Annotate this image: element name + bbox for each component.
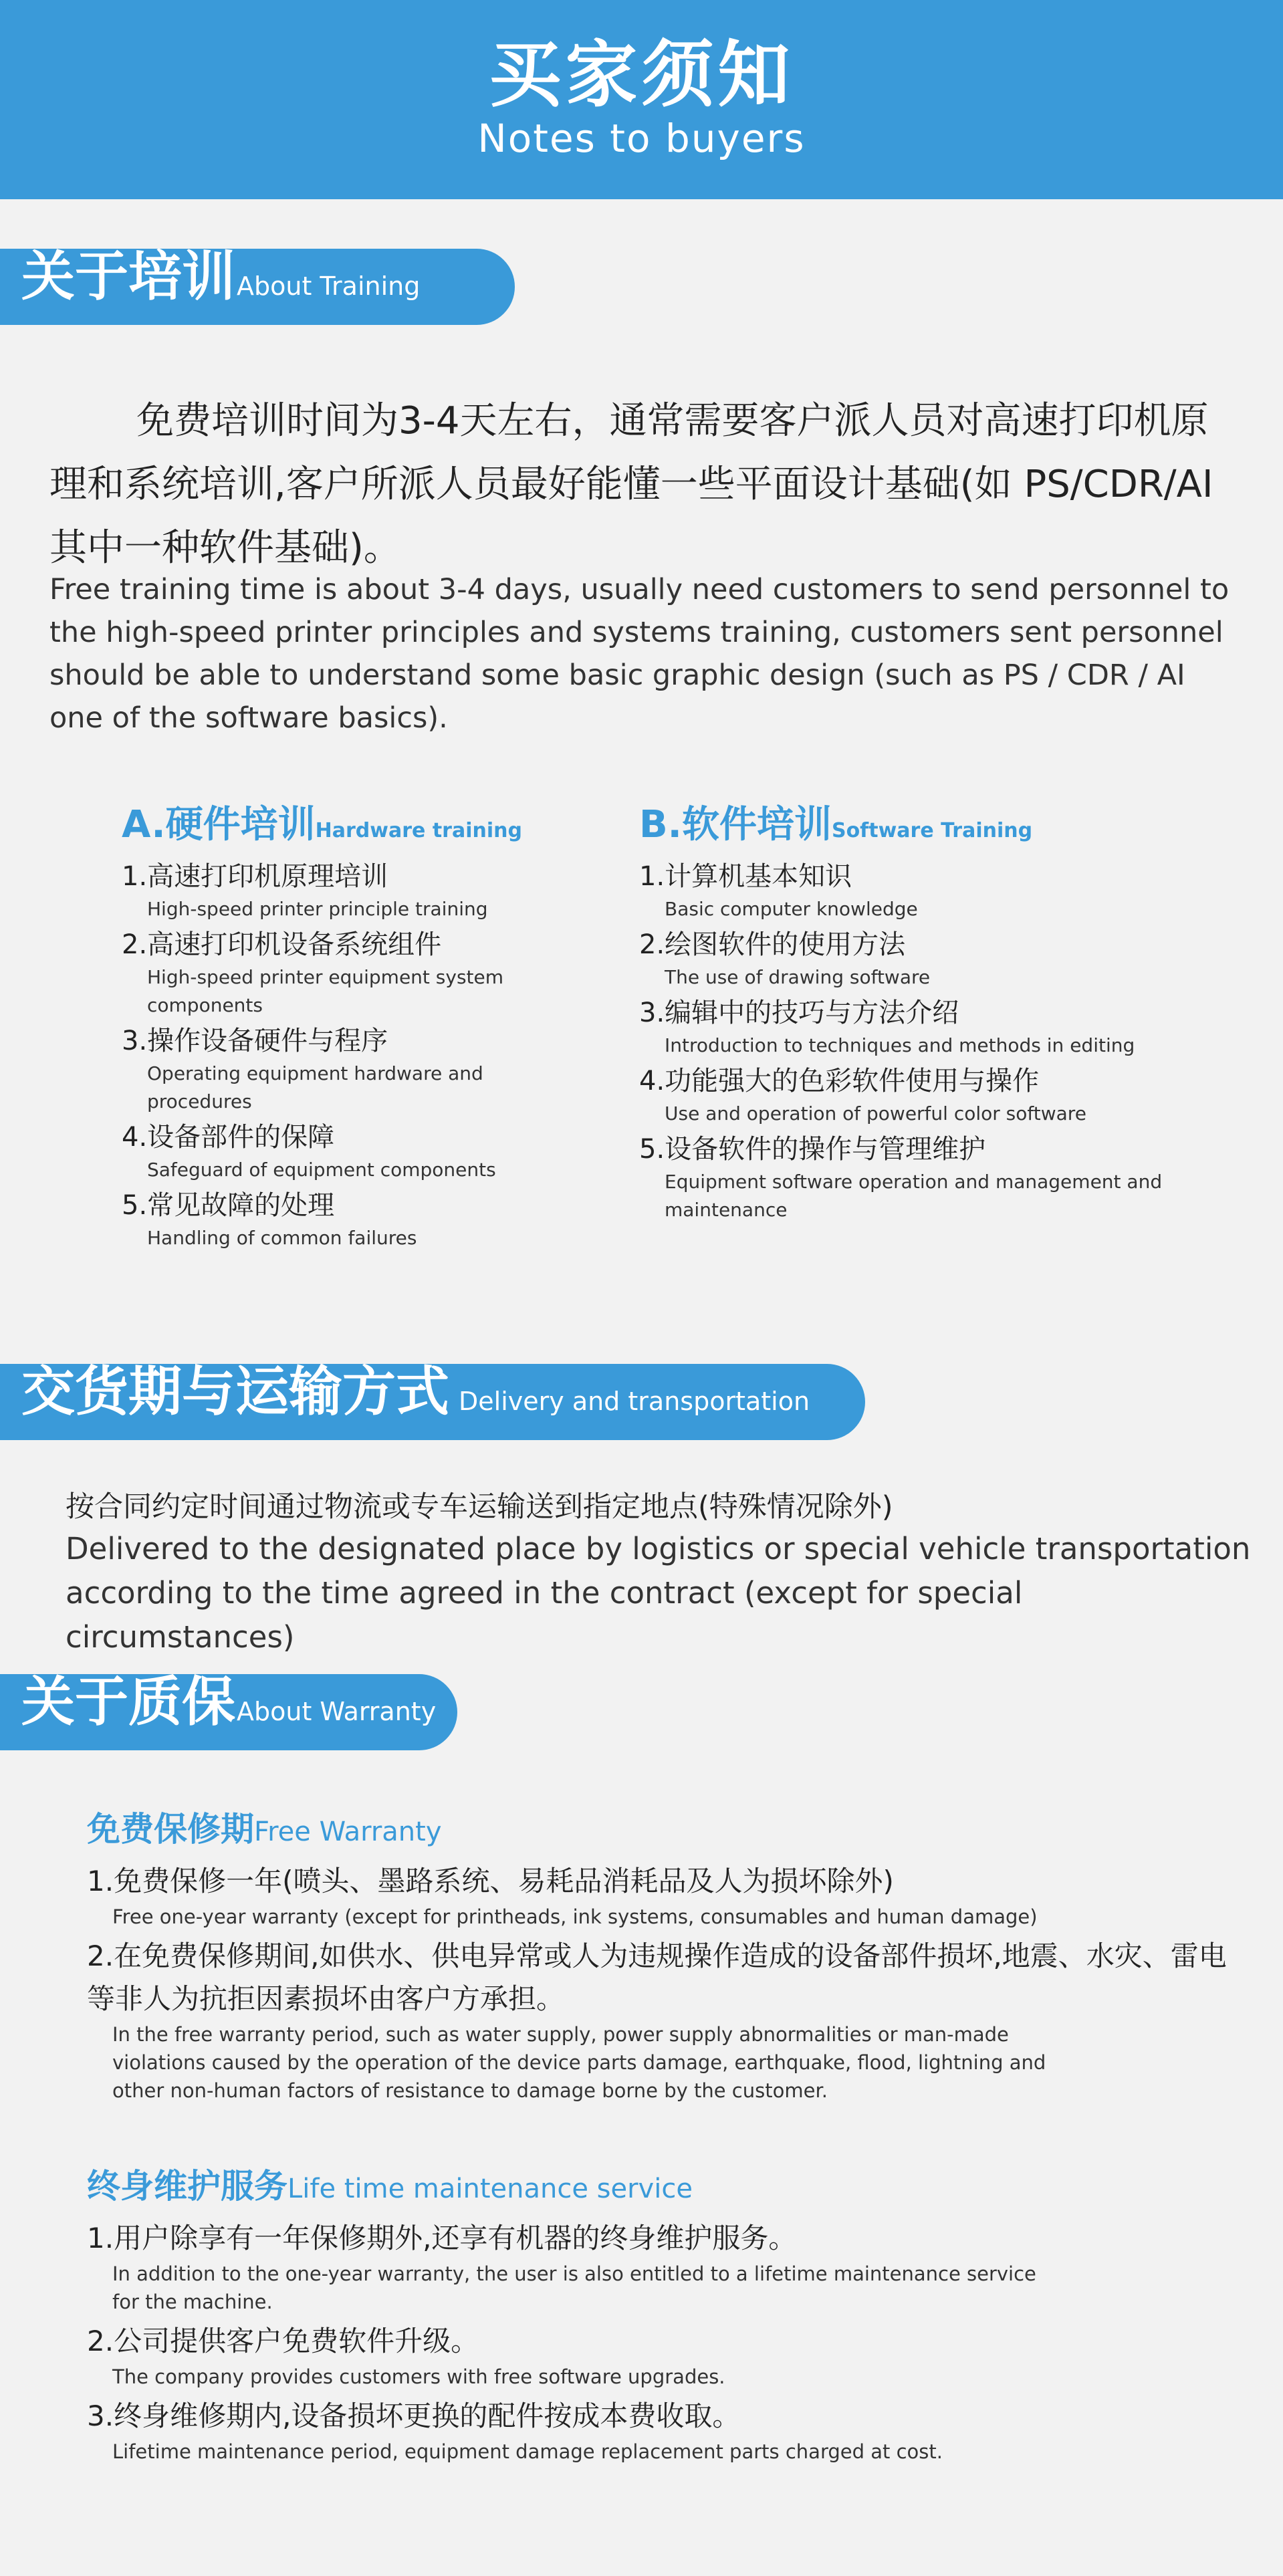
lifetime-service-item-cn: 1.用户除享有一年保修期外,还享有机器的终身维护服务。 bbox=[87, 2222, 797, 2254]
section-banner-delivery bbox=[0, 1364, 865, 1440]
software-item-cn: 2.绘图软件的使用方法 bbox=[639, 929, 906, 960]
hardware-list bbox=[122, 858, 590, 1252]
hardware-title: A.硬件培训Hardware training bbox=[122, 803, 522, 846]
section-banner-warranty bbox=[0, 1674, 457, 1750]
free-warranty-item-cn: 1.免费保修一年(喷头、墨路系统、易耗品消耗品及人为损坏除外) bbox=[87, 1865, 894, 1897]
software-item-cn: 5.设备软件的操作与管理维护 bbox=[639, 1134, 986, 1165]
hardware-item-en: High-speed printer principle training bbox=[147, 898, 488, 920]
hardware-item-cn: 1.高速打印机原理培训 bbox=[122, 861, 388, 892]
software-title: B.软件培训Software Training bbox=[639, 803, 1033, 846]
software-item-cn: 3.编辑中的技巧与方法介绍 bbox=[639, 998, 959, 1028]
warranty-heading: 关于质保 bbox=[21, 1674, 235, 1733]
delivery-heading: 交货期与运输方式 bbox=[21, 1364, 449, 1423]
software-item-cn: 1.计算机基本知识 bbox=[639, 861, 852, 892]
training-heading-en: About Training bbox=[237, 271, 421, 301]
software-training-column bbox=[639, 801, 1241, 1224]
page-title: 买家须知 bbox=[489, 33, 794, 117]
page-header bbox=[0, 0, 1283, 199]
hardware-item-cn: 4.设备部件的保障 bbox=[122, 1122, 335, 1153]
hardware-item-en: Safeguard of equipment components bbox=[147, 1159, 496, 1181]
hardware-item-en: High-speed printer equipment system components bbox=[147, 966, 504, 1016]
lifetime-service-item-en: Lifetime maintenance period, equipment damage replacement parts charged at cost. bbox=[112, 2440, 943, 2463]
training-heading: 关于培训 bbox=[21, 249, 235, 308]
lifetime-service-item-cn: 2.公司提供客户免费软件升级。 bbox=[87, 2325, 479, 2357]
hardware-item-en: Handling of common failures bbox=[147, 1227, 417, 1249]
delivery-heading-en: Delivery and transportation bbox=[459, 1387, 810, 1416]
delivery-text-en: Delivered to the designated place by logistics or special vehicle transportation according to the time agreed in the contract (except for special circumstances) bbox=[66, 1531, 1251, 1655]
software-item-en: Equipment software operation and management and maintenance bbox=[665, 1171, 1163, 1221]
free-warranty-title: 免费保修期Free Warranty bbox=[87, 1810, 442, 1849]
lifetime-service-item-cn: 3.终身维修期内,设备损坏更换的配件按成本费收取。 bbox=[87, 2399, 741, 2432]
free-warranty-item-cn: 2.在免费保修期间,如供水、供电异常或人为违规操作造成的设备部件损坏,地震、水灾、雷电等非人为抗拒因素损坏由客户方承担。 bbox=[87, 1940, 1227, 2015]
training-intro-cn: 免费培训时间为3-4天左右，通常需要客户派人员对高速打印机原理和系统培训,客户所派人员最好能懂一些平面设计基础(如 PS/CDR/AI其中一种软件基础)。 bbox=[49, 399, 1213, 570]
lifetime-service-section bbox=[87, 2162, 1250, 2466]
lifetime-service-title: 终身维护服务Life time maintenance service bbox=[87, 2167, 693, 2206]
page-subtitle: Notes to buyers bbox=[477, 116, 806, 161]
lifetime-service-item-en: The company provides customers with free software upgrades. bbox=[112, 2365, 725, 2388]
hardware-item-en: Operating equipment hardware and procedures bbox=[147, 1062, 483, 1113]
training-intro-en: Free training time is about 3-4 days, usually need customers to send personnel to the high-speed printer principles and systems training, customers sent personnel should be able to understand some basic graphic design (such as PS / CDR / AI one of the software basics). bbox=[49, 573, 1230, 735]
software-item-en: Introduction to techniques and methods in editing bbox=[665, 1034, 1135, 1056]
free-warranty-item-en: Free one-year warranty (except for printheads, ink systems, consumables and human damage) bbox=[112, 1905, 1038, 1928]
software-list bbox=[639, 858, 1241, 1224]
software-item-en: The use of drawing software bbox=[665, 966, 931, 988]
free-warranty-item-en: In the free warranty period, such as water supply, power supply abnormalities or man-made violations caused by the operation of the device parts damage, earthquake, flood, lightning and other non-human factors of resistance to damage borne by the customer. bbox=[112, 2023, 1046, 2102]
warranty-heading-en: About Warranty bbox=[237, 1697, 437, 1726]
hardware-item-cn: 5.常见故障的处理 bbox=[122, 1190, 335, 1221]
hardware-item-cn: 3.操作设备硬件与程序 bbox=[122, 1026, 388, 1056]
software-item-en: Basic computer knowledge bbox=[665, 898, 918, 920]
software-item-en: Use and operation of powerful color software bbox=[665, 1102, 1086, 1125]
hardware-training-column bbox=[122, 801, 590, 1252]
lifetime-service-list bbox=[87, 2217, 1250, 2466]
hardware-item-cn: 2.高速打印机设备系统组件 bbox=[122, 929, 442, 960]
lifetime-service-item-en: In addition to the one-year warranty, the user is also entitled to a lifetime maintenance service for the machine. bbox=[112, 2262, 1036, 2313]
software-item-cn: 4.功能强大的色彩软件使用与操作 bbox=[639, 1066, 1040, 1096]
free-warranty-section bbox=[87, 1805, 1250, 2105]
delivery-text-cn: 按合同约定时间通过物流或专车运输送到指定地点(特殊情况除外) bbox=[66, 1490, 893, 1524]
free-warranty-list bbox=[87, 1860, 1250, 2105]
section-banner-training bbox=[0, 249, 515, 325]
